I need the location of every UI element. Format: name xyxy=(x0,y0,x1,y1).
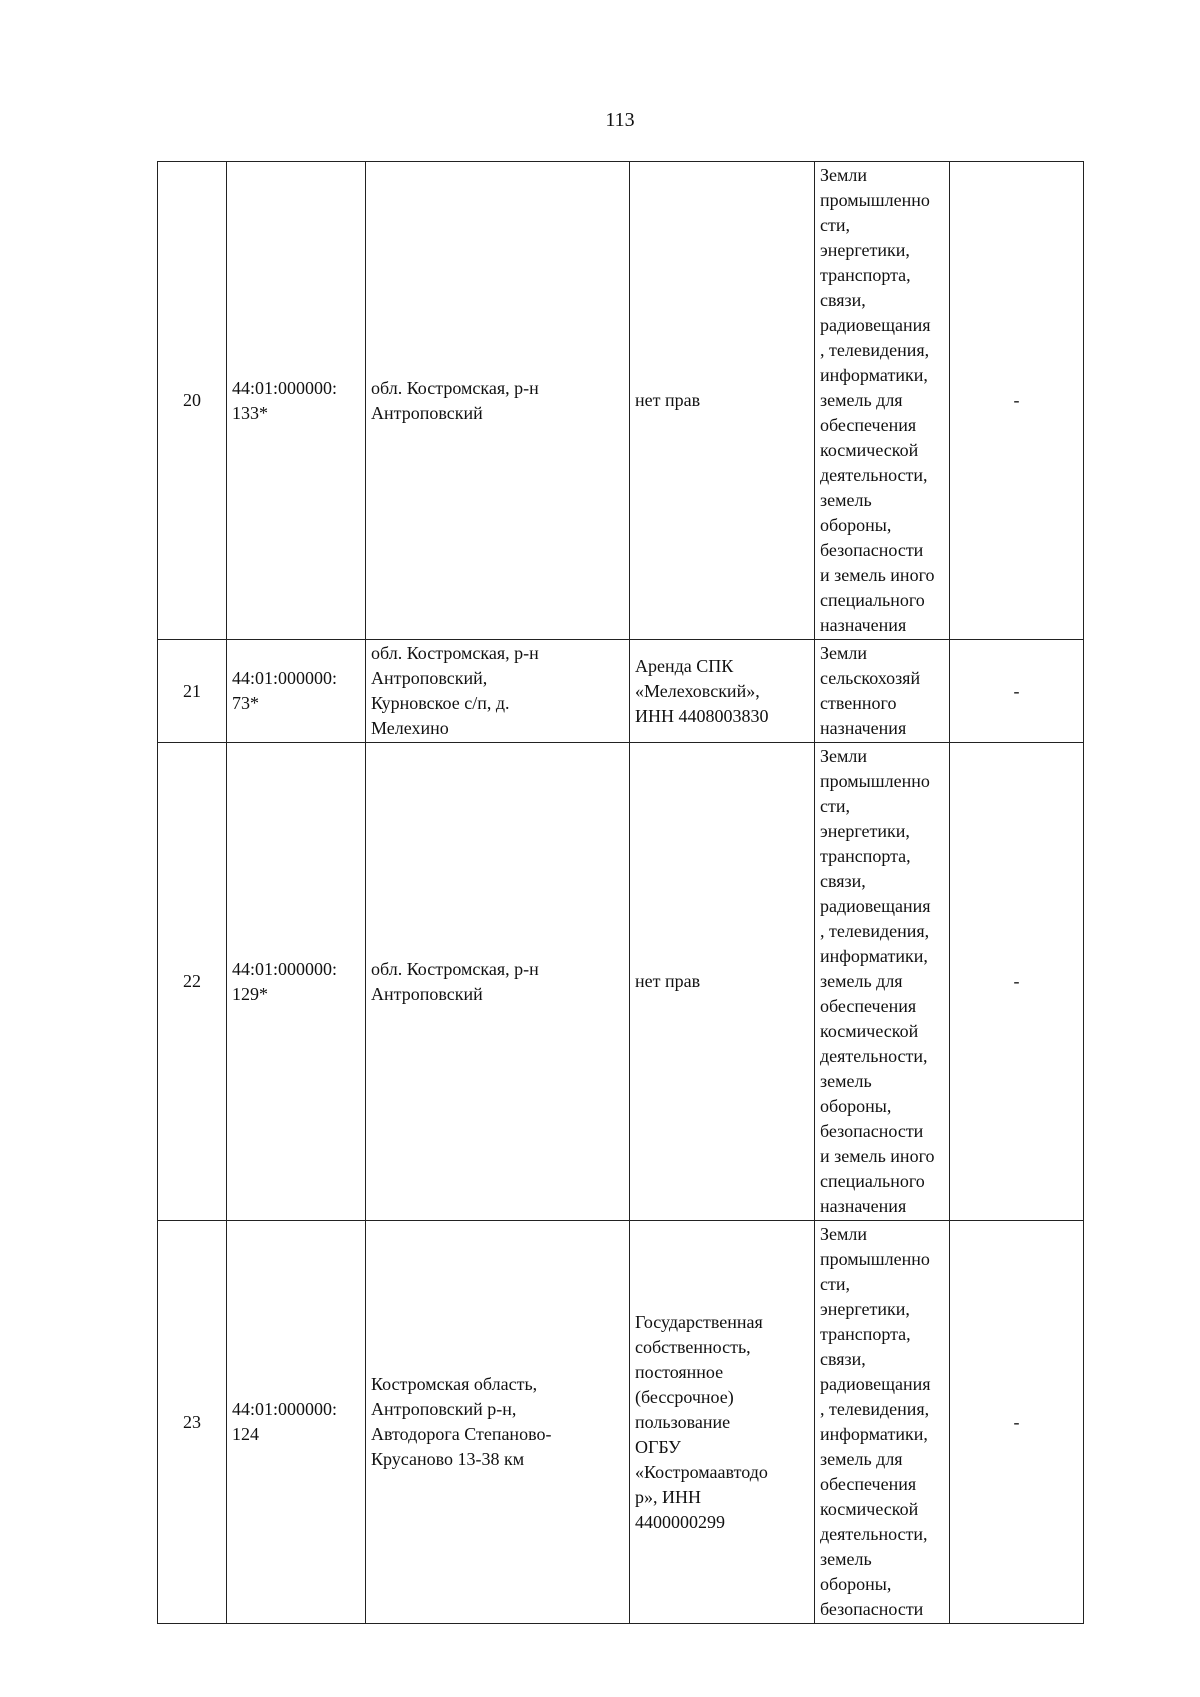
land-category-line: промышленно xyxy=(820,1249,930,1269)
land-category-line: деятельности, xyxy=(820,465,928,485)
land-category-cell xyxy=(815,743,950,1221)
land-category-line: радиовещания xyxy=(820,896,931,916)
address-cell xyxy=(366,640,630,743)
address-line: Антроповский xyxy=(371,983,483,1004)
address-line: Костромская область, xyxy=(371,1374,538,1394)
table-row xyxy=(158,743,1084,1221)
rights-line: 4400000299 xyxy=(635,1511,725,1532)
land-category-line: назначения xyxy=(820,615,907,635)
land-category-line: деятельности, xyxy=(820,1524,928,1544)
land-category-line: энергетики, xyxy=(820,821,910,841)
land-category-line: специального xyxy=(820,590,925,610)
land-category-line: земель для xyxy=(820,1449,903,1469)
rights-line: ИНН 4408003830 xyxy=(635,705,769,726)
land-category-cell xyxy=(815,640,950,743)
land-category-line: назначения xyxy=(820,1196,907,1216)
rights-line: пользование xyxy=(635,1411,731,1432)
table-row xyxy=(158,1221,1084,1624)
address-cell xyxy=(366,1221,630,1624)
land-category-line: безопасности xyxy=(820,540,924,560)
land-plots-table xyxy=(157,161,1084,1624)
land-category-line: Земли xyxy=(820,1224,868,1244)
land-category-line: земель xyxy=(820,1549,872,1569)
land-category-line: информатики, xyxy=(820,365,928,385)
land-category-line: земель для xyxy=(820,971,903,991)
land-category-line: обеспечения xyxy=(820,996,917,1016)
cadastral-number-line: 44:01:000000: xyxy=(232,377,338,398)
address-line: Автодорога Степаново- xyxy=(371,1424,552,1444)
land-category-cell xyxy=(815,1221,950,1624)
row-number-cell: 22 xyxy=(158,743,227,1221)
land-category-line: космической xyxy=(820,1021,919,1041)
land-category-line: связи, xyxy=(820,290,866,310)
land-category-line: энергетики, xyxy=(820,240,910,260)
rights-line: нет прав xyxy=(635,390,701,410)
land-category-line: сельскохозяй xyxy=(820,668,921,688)
land-category-line: сти, xyxy=(820,1274,850,1294)
land-category-line: и земель иного xyxy=(820,565,935,585)
land-category-line: Земли xyxy=(820,165,868,185)
land-category-line: , телевидения, xyxy=(820,921,930,941)
land-category-line: ственного xyxy=(820,693,897,713)
address-line: Антроповский р-н, xyxy=(371,1399,517,1419)
cadastral-number-line: 44:01:000000: xyxy=(232,958,338,979)
row-number-cell: 20 xyxy=(158,162,227,640)
rights-line: Государственная xyxy=(635,1311,763,1332)
land-category-line: космической xyxy=(820,1499,919,1519)
encumbrance-cell: - xyxy=(950,162,1084,640)
land-category-line: информатики, xyxy=(820,1424,928,1444)
land-category-cell xyxy=(815,162,950,640)
rights-line: «Костромаавтодо xyxy=(635,1461,768,1482)
address-line: Антроповский xyxy=(371,402,483,423)
address-cell xyxy=(366,743,630,1221)
address-line: обл. Костромская, р-н xyxy=(371,377,539,398)
land-category-line: деятельности, xyxy=(820,1046,928,1066)
land-category-line: транспорта, xyxy=(820,846,911,866)
land-category-line: и земель иного xyxy=(820,1146,935,1166)
rights-line: «Мелеховский», xyxy=(635,680,760,701)
land-category-line: связи, xyxy=(820,871,866,891)
rights-line: р», ИНН xyxy=(635,1486,701,1507)
land-category-line: транспорта, xyxy=(820,1324,911,1344)
land-category-line: информатики, xyxy=(820,946,928,966)
rights-cell xyxy=(630,162,815,640)
cadastral-number-line: 124 xyxy=(232,1424,259,1444)
address-line: Мелехино xyxy=(371,718,449,738)
address-line: Антроповский, xyxy=(371,668,488,688)
address-cell xyxy=(366,162,630,640)
land-category-line: радиовещания xyxy=(820,1374,931,1394)
land-category-line: обороны, xyxy=(820,1574,892,1594)
encumbrance-cell: - xyxy=(950,640,1084,743)
land-category-line: связи, xyxy=(820,1349,866,1369)
row-number-cell: 21 xyxy=(158,640,227,743)
land-category-line: Земли xyxy=(820,746,868,766)
land-category-line: Земли xyxy=(820,643,868,663)
cadastral-number-line: 73* xyxy=(232,693,259,713)
land-category-line: промышленно xyxy=(820,190,930,210)
land-category-line: энергетики, xyxy=(820,1299,910,1319)
encumbrance-cell: - xyxy=(950,743,1084,1221)
land-category-line: специального xyxy=(820,1171,925,1191)
cadastral-number-line: 44:01:000000: xyxy=(232,668,338,688)
row-number-cell: 23 xyxy=(158,1221,227,1624)
rights-line: ОГБУ xyxy=(635,1436,681,1457)
land-category-line: промышленно xyxy=(820,771,930,791)
land-category-line: обеспечения xyxy=(820,1474,917,1494)
cadastral-number-line: 129* xyxy=(232,983,268,1004)
land-category-line: земель для xyxy=(820,390,903,410)
rights-cell xyxy=(630,1221,815,1624)
land-category-line: сти, xyxy=(820,215,850,235)
cadastral-number-line: 44:01:000000: xyxy=(232,1399,338,1419)
land-category-line: назначения xyxy=(820,718,907,738)
table-body xyxy=(158,162,1084,1624)
cadastral-number-line: 133* xyxy=(232,402,268,423)
rights-line: собственность, xyxy=(635,1336,751,1357)
land-category-line: безопасности xyxy=(820,1121,924,1141)
rights-cell xyxy=(630,640,815,743)
land-category-line: радиовещания xyxy=(820,315,931,335)
cadastral-number-cell xyxy=(227,743,366,1221)
rights-line: нет прав xyxy=(635,971,701,991)
address-line: Крусаново 13-38 км xyxy=(371,1449,525,1469)
encumbrance-cell: - xyxy=(950,1221,1084,1624)
table-row xyxy=(158,162,1084,640)
land-category-line: обеспечения xyxy=(820,415,917,435)
cadastral-number-cell xyxy=(227,640,366,743)
land-category-line: земель xyxy=(820,490,872,510)
rights-line: Аренда СПК xyxy=(635,655,734,676)
land-category-line: безопасности xyxy=(820,1599,924,1619)
land-category-line: обороны, xyxy=(820,1096,892,1116)
rights-cell xyxy=(630,743,815,1221)
rights-line: постоянное xyxy=(635,1361,724,1382)
land-category-line: транспорта, xyxy=(820,265,911,285)
cadastral-number-cell xyxy=(227,162,366,640)
land-category-line: сти, xyxy=(820,796,850,816)
table-row xyxy=(158,640,1084,743)
land-category-line: обороны, xyxy=(820,515,892,535)
land-category-line: земель xyxy=(820,1071,872,1091)
land-category-line: , телевидения, xyxy=(820,1399,930,1419)
land-category-line: , телевидения, xyxy=(820,340,930,360)
address-line: обл. Костромская, р-н xyxy=(371,958,539,979)
page-number: 113 xyxy=(605,109,635,131)
rights-line: (бессрочное) xyxy=(635,1386,734,1407)
address-line: Курновское с/п, д. xyxy=(371,693,510,713)
cadastral-number-cell xyxy=(227,1221,366,1624)
address-line: обл. Костромская, р-н xyxy=(371,643,539,663)
land-category-line: космической xyxy=(820,440,919,460)
